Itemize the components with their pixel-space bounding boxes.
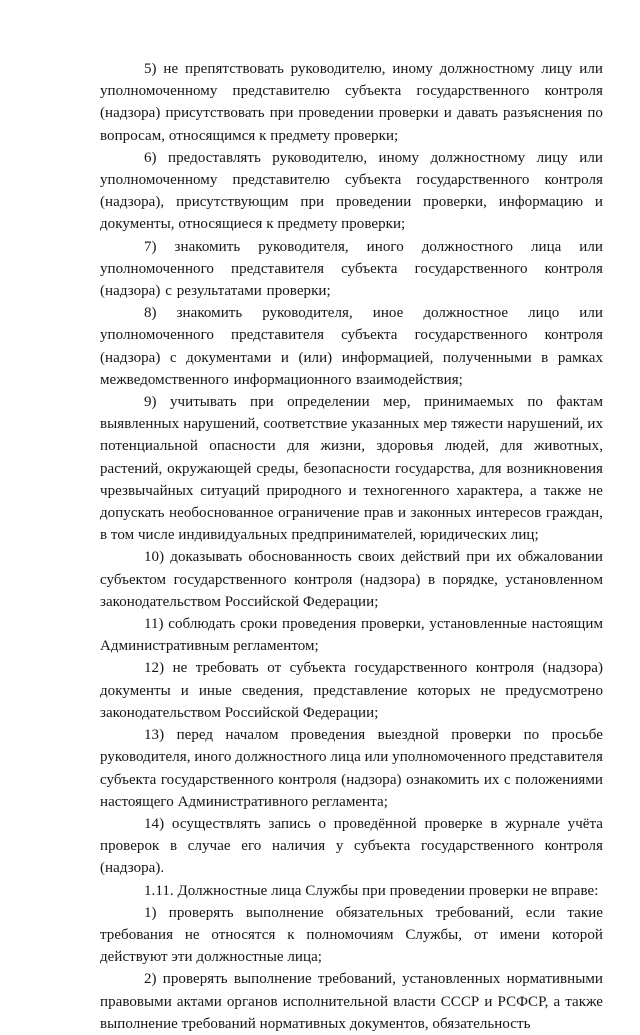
paragraph-item-8: 8) знакомить руководителя, иное должностное лицо или уполномоченного представителя субъекта государственного контроля (надзора) с документами и (или) информацией, полученными в рамках межведомственного информационного взаимодействия; — [100, 305, 603, 388]
paragraph-item-14: 14) осуществлять запись о проведённой проверке в журнале учёта проверок в случае его наличия у субъекта государственного контроля (надзора). — [100, 815, 603, 877]
paragraph-item-7: 7) знакомить руководителя, иного должностного лица или уполномоченного представителя субъекта государственного контроля (надзора) с результатами проверки; — [100, 238, 603, 300]
paragraph-item-6: 6) предоставлять руководителю, иному должностному лицу или уполномоченному представителю субъекта государственного контроля (надзора), присутствующим при проведении проверки, информацию и документы, относящиеся к предмету проверки; — [100, 149, 603, 233]
paragraph-item-5: 5) не препятствовать руководителю, иному должностному лицу или уполномоченному представителю субъекта государственного контроля (надзора) присутствовать при проведении проверки и давать разъяснения по вопросам, относящимся к предмету проверки; — [100, 61, 603, 144]
section-1-11-heading: 1.11. Должностные лица Службы при проведении проверки не вправе: — [144, 882, 599, 899]
paragraph-item-9: 9) учитывать при определении мер, принимаемых по фактам выявленных нарушений, соответствие указанных мер тяжести нарушений, их потенциальной опасности для жизни, здоровья людей, для животных, растений, окружающей среды, безопасности государства, для возникновения чрезвычайных ситуаций природного и техногенного характера, а также не допускать необоснованное ограничение прав и законных интересов граждан, в том числе индивидуальных предпринимателей, юридических лиц; — [100, 394, 603, 544]
paragraph-item-12: 12) не требовать от субъекта государственного контроля (надзора) документы и иные сведения, представление которых не предусмотрено законодательством Российской Федерации; — [100, 660, 603, 721]
document-page — [100, 58, 603, 1035]
paragraph-item-10: 10) доказывать обоснованность своих действий при их обжаловании субъектом государственного контроля (надзора) в порядке, установленном законодательством Российской Федерации; — [100, 549, 603, 610]
paragraph-item-13: 13) перед началом проведения выездной проверки по просьбе руководителя, иного должностного лица или уполномоченного представителя субъекта государственного контроля (надзора) ознакомить их с положениями настоящего Административного регламента; — [100, 727, 603, 810]
prohibition-item-1: 1) проверять выполнение обязательных требований, если такие требования не относятся к полномочиям Службы, от имени которой действуют эти должностные лица; — [100, 904, 603, 966]
paragraph-item-11: 11) соблюдать сроки проведения проверки, установленные настоящим Административным регламентом; — [100, 616, 603, 655]
prohibition-item-2: 2) проверять выполнение требований, установленных нормативными правовыми актами органов исполнительной власти СССР и РСФСР, а также выполнение требований нормативных документов, обязательность — [100, 971, 603, 1032]
